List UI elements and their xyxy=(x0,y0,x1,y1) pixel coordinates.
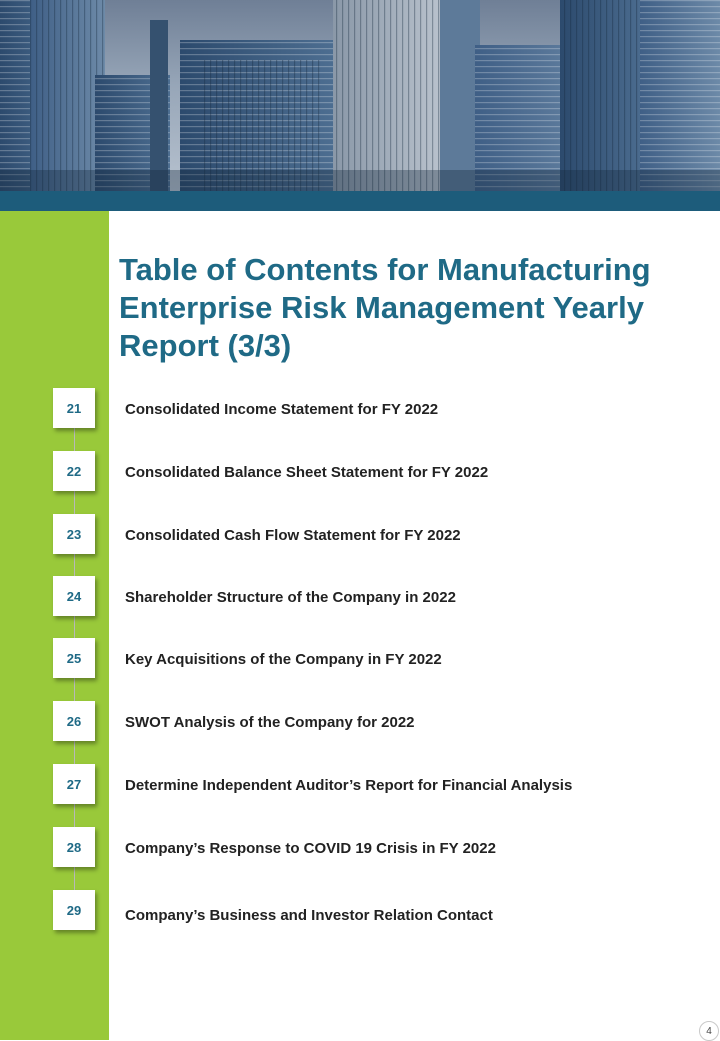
toc-item-number: 21 xyxy=(53,388,95,428)
header-accent-bar xyxy=(0,191,720,211)
toc-item-label: Key Acquisitions of the Company in FY 2022 xyxy=(125,650,442,668)
toc-item-number: 24 xyxy=(53,576,95,616)
toc-item[interactable] xyxy=(0,451,720,493)
toc-item-label: Determine Independent Auditor’s Report for Financial Analysis xyxy=(125,776,573,794)
page-title: Table of Contents for Manufacturing Enterprise Risk Management Yearly Report (3/3) xyxy=(119,252,651,363)
toc-item-label: Consolidated Balance Sheet Statement for FY 2022 xyxy=(125,463,489,481)
page-number: 4 xyxy=(699,1021,719,1041)
toc-item-number: 29 xyxy=(53,890,95,930)
toc-item-number: 22 xyxy=(53,451,95,491)
toc-item[interactable] xyxy=(0,764,720,806)
toc-item[interactable] xyxy=(0,827,720,869)
skyscrapers-illustration xyxy=(0,0,720,191)
toc-item-number: 25 xyxy=(53,638,95,678)
toc-item-number: 26 xyxy=(53,701,95,741)
toc-item-number: 28 xyxy=(53,827,95,867)
toc-item[interactable] xyxy=(0,701,720,743)
toc-item[interactable] xyxy=(0,576,720,618)
toc-item-label: SWOT Analysis of the Company for 2022 xyxy=(125,713,415,731)
toc-item-label: Consolidated Cash Flow Statement for FY 2022 xyxy=(125,526,461,544)
toc-item-label: Consolidated Income Statement for FY 2022 xyxy=(125,400,439,418)
toc-item[interactable] xyxy=(0,388,720,430)
toc-item[interactable] xyxy=(0,638,720,680)
toc-item[interactable] xyxy=(0,514,720,556)
toc-item-label: Company’s Business and Investor Relation Contact xyxy=(125,906,493,924)
toc-item[interactable] xyxy=(0,890,720,932)
toc-item-label: Shareholder Structure of the Company in 2022 xyxy=(125,588,456,606)
toc-item-label: Company’s Response to COVID 19 Crisis in FY 2022 xyxy=(125,839,496,857)
header-cityscape-image xyxy=(0,0,720,191)
toc-item-number: 27 xyxy=(53,764,95,804)
toc-item-number: 23 xyxy=(53,514,95,554)
